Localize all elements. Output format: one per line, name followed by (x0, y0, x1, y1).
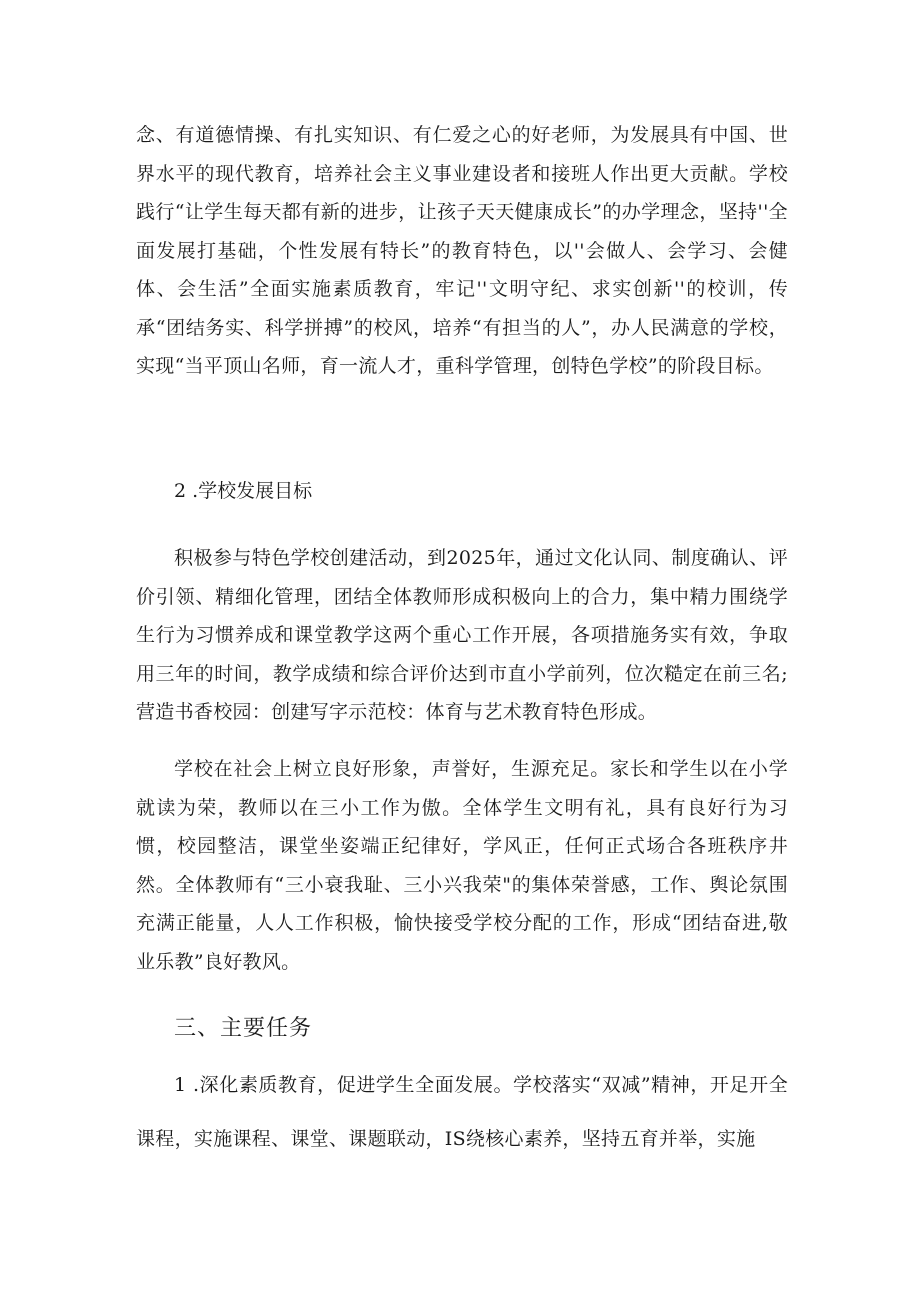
paragraph-image: 学校在社会上树立良好形象，声誉好，生源充足。家长和学生以在小学就读为荣，教师以在三小工作为傲。全体学生文明有礼，具有良好行为习惯，校园整洁，课堂坐姿端正纪律好，学风正，任何正式场合各班秩序井然。全体教师有“三小衰我耻、三小兴我荣"的集体荣誉感，工作、舆论氛围充满正能量，人人工作积极，愉快接受学校分配的工作，形成“团结奋进,敬业乐教”良好教风。 (136, 758, 788, 973)
subheading-development-goals: 2 .学校发展目标 (174, 480, 313, 502)
section-heading-main-tasks: 三、主要任务 (174, 1016, 313, 1041)
paragraph-philosophy: 念、有道德情操、有扎实知识、有仁爱之心的好老师，为发展具有中国、世界水平的现代教育，培养社会主义事业建设者和接班人作出更大贡献。学校践行“让学生每天都有新的进步，让孩子天天健康成长”的办学理念，坚持''全面发展打基础，个性发展有特长”的教育特色，以''会做人、会学习、会健体、会生活”全面实施素质教育，牢记''文明守纪、求实创新''的校训，传承“团结务实、科学拼搏”的校风，培养“有担当的人”，办人民满意的学校，实现“当平顶山名师，育一流人才，重科学管理，创特色学校”的阶段目标。 (136, 124, 788, 377)
paragraph-task-1: 1 .深化素质教育，促进学生全面发展。学校落实“双减”精神，开足开全课程，实施课程、课堂、课题联动，IS绕核心素养，坚持五育并举，实施 (136, 1074, 788, 1150)
paragraph-goals: 积极参与特色学校创建活动，到2025年，通过文化认同、制度确认、评价引领、精细化管理，团结全体教师形成积极向上的合力，集中精力围绕学生行为习惯养成和课堂教学这两个重心工作开展，各项措施务实有效，争取用三年的时间，教学成绩和综合评价达到市直小学前列，位次糙定在前三名;营造书香校园：创建写字示范校：体育与艺术教育特色形成。 (136, 547, 788, 723)
